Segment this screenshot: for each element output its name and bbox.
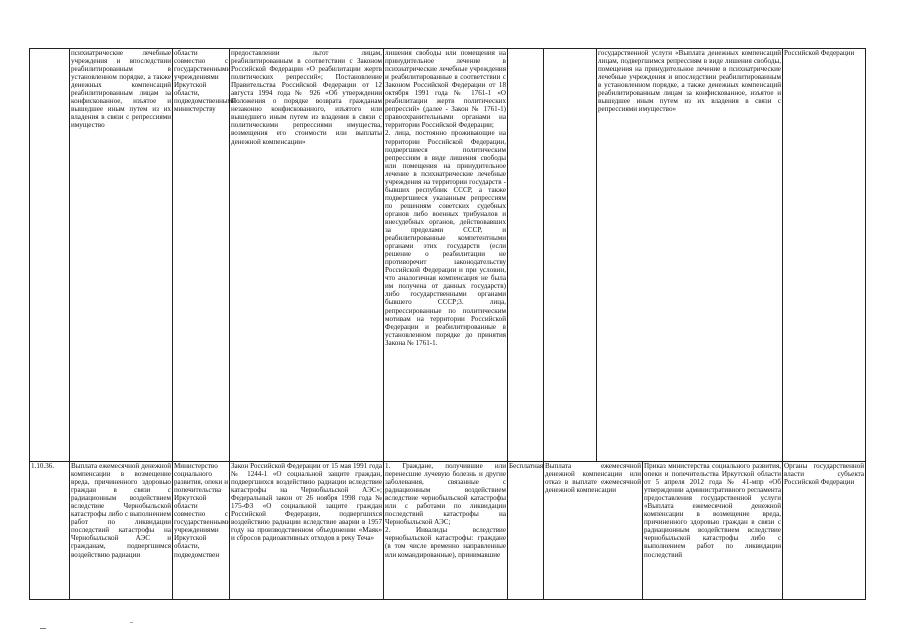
services-table <box>29 48 866 600</box>
cell-number <box>30 49 70 462</box>
cell-responsible-body: Российской Федерации <box>783 49 866 462</box>
cell-authority: области совместно с государственными учреждениями Иркутской области, подведомственными министерству <box>173 49 230 462</box>
table-row <box>30 462 866 600</box>
cell-service-description: Выплата ежемесячной денежной компенсации в возмещение вреда, причиненного здоровью граждан в связи с радиационным воздействием вследствие Чернобыльской катастрофы либо с выполнением работ по ликвидации последствий катастрофы на Чернобыльской АЭС и гражданам, подвергшимся воздействию радиации <box>70 462 173 600</box>
cell-number: 1.10.36. <box>30 462 70 600</box>
table-row <box>30 49 866 462</box>
scan-artifact <box>130 622 133 623</box>
cell-recipients: 1. Граждане, получившие или перенесшие лучевую болезнь и другие заболевания, связанные с радиационным воздействием вследствие чернобыльской катастрофы или с работами по ликвидации последствий катастрофы на Чернобыльской АЭС; 2. Инвалиды вследствие чернобыльской катастрофы: граждане (в том числе временно направленные или командированные), принимавшие <box>384 462 508 600</box>
cell-result: Выплата ежемесячной денежной компенсации или отказ в выплате ежемесячной денежной компенсации <box>544 462 643 600</box>
cell-regulation: Приказ министерства социального развития, опеки и попечительства Иркутской области от 5 апреля 2012 года № 41-мпр «Об утверждении административного регламента предоставления государственной услуги «Выплата ежемесячной денежной компенсации в возмещение вреда, причиненного здоровью граждан в связи с радиационным воздействием вследствие чернобыльской катастрофы либо с выполнением работ по ликвидации последствий <box>643 462 783 600</box>
cell-service-description: психиатрические лечебные учреждения и впоследствии реабилитированным в установленном порядке, а также денежных компенсаций реабилитированным лицам за конфискованное, изъятое и вышедшее иным путем из их владения в связи с репрессиями имущество <box>70 49 173 462</box>
cell-result <box>544 49 597 462</box>
cell-responsible-body: Органы государственной власти субъекта Российской Федерации <box>783 462 866 600</box>
cell-legal-basis: предоставлении льгот лицам, реабилитированным в соответствии с Законом Российской Федерации «О реабилитации жертв политических репрессий»; Постановление Правительства Российской Федерации от 12 августа 1994 года № 926 «Об утверждении Положения о порядке возврата гражданам незаконно конфискованного, изъятого или вышедшего иным путем из владения в связи с политическими репрессиями имущества, возмещения его стоимости или выплаты денежной компенсации» <box>230 49 384 462</box>
cell-authority: Министерство социального развития, опеки и попечительства Иркутской области совместно с государственными учреждениями Иркутской области, подведомствен <box>173 462 230 600</box>
scan-artifact <box>40 628 46 629</box>
cell-regulation: государственной услуги «Выплата денежных компенсаций лицам, подвергшимся репрессиям в виде лишения свободы, помещения на принудительное лечение в психиатрические лечебные учреждения и впоследствии реабилитированным в установленном порядке, а также денежных компенсаций реабилитированным лицам за конфискованное, изъятое и вышедшее иным путем из их владения в связи с репрессиями имущество» <box>597 49 783 462</box>
cell-legal-basis: Закон Российской Федерации от 15 мая 1991 года № 1244-1 «О социальной защите граждан, подвергшихся воздействию радиации вследствие катастрофы на Чернобыльской АЭС»; Федеральный закон от 26 ноября 1998 года № 175-ФЗ «О социальной защите граждан Российской Федерации, подвергшихся воздействию радиации вследствие аварии в 1957 году на производственном объединении «Маяк» и сбросов радиоактивных отходов в реку Теча» <box>230 462 384 600</box>
cell-fee: Бесплатная <box>508 462 544 600</box>
cell-recipients: лишения свободы или помещения на принудительное лечение в психиатрические лечебные учреждения и реабилитированные в соответствии с Законом Российской Федерации от 18 октября 1991 года № 1761-1 «О реабилитации жертв политических репрессий» (далее - Закон № 1761-1) правоохранительными органами на территории Российской Федерации; 2. лица, постоянно проживающие на территории Российской Федерации, подвергшиеся политическим репрессиям в виде лишения свободы или помещения на принудительное лечение в психиатрические лечебные учреждения на территории государств - бывших республик СССР, а также подвергшиеся указанным репрессиям по решениям советских судебных органов либо военных трибуналов и внесудебных органов, действовавших за пределами СССР, и реабилитированные компетентными органами этих государств (если решение о реабилитации не противоречит законодательству Российской Федерации и при условии, что аналогичная компенсация не была им получена от данных государств) либо государственными органами бывшего СССР;3. лица, репрессированные по политическим мотивам на территории Российской Федерации и реабилитированные в установленном порядке до принятия Закона № 1761-1. <box>384 49 508 462</box>
cell-fee <box>508 49 544 462</box>
